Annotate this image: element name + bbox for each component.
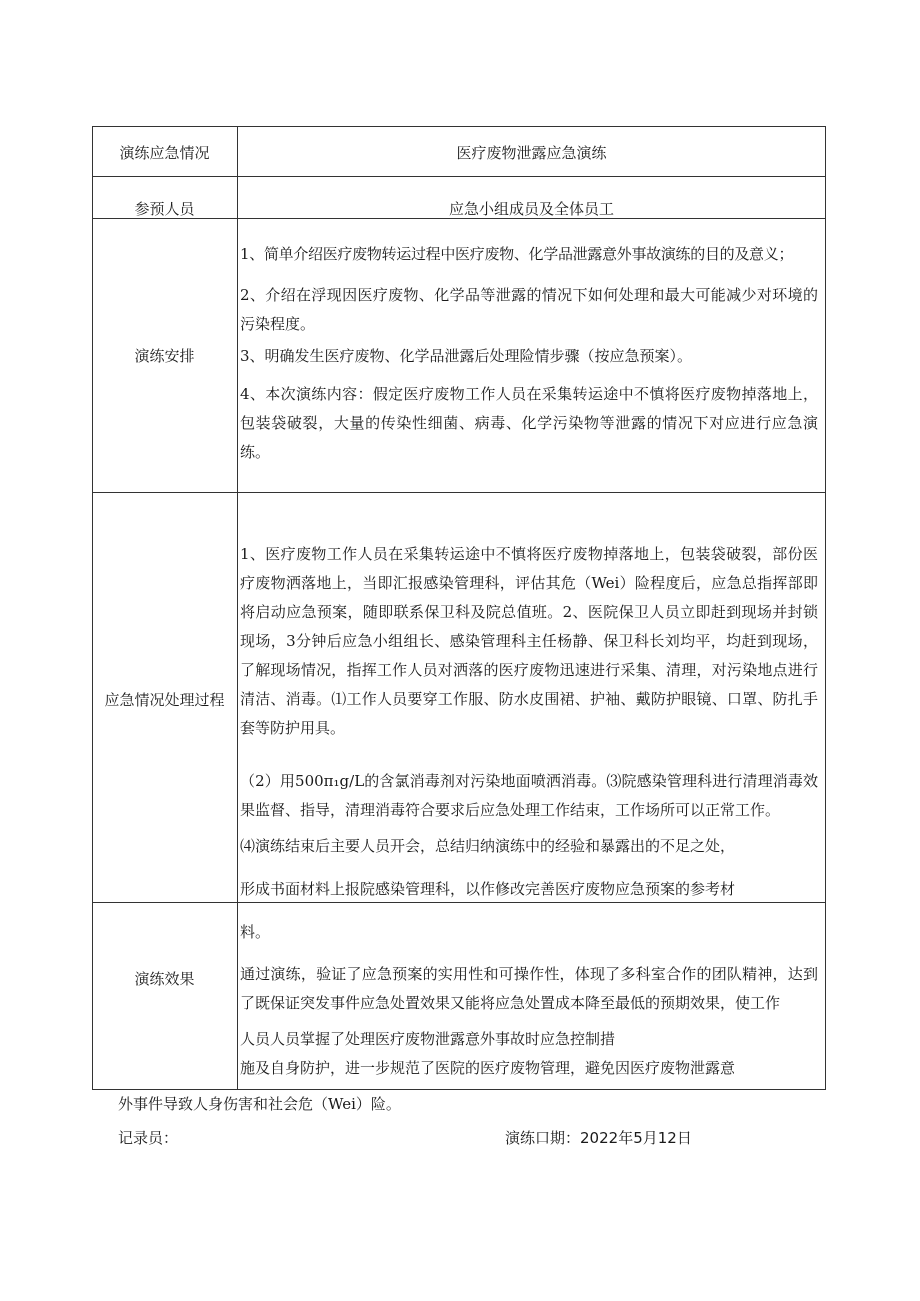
participants-value: 应急小组成员及全体员工: [448, 200, 614, 218]
drill-date: [505, 1127, 692, 1149]
date-value: 2022年5月12日: [580, 1129, 692, 1147]
process-paragraph: （2）用500π₁g/L的含氯消毒剂对污染地面喷洒消毒。⑶院感染管理科进行清理消毒效果监督、指导，清理消毒符合要求后应急处理工作结束，工作场所可以正常工作。: [240, 772, 818, 819]
table-rule: [92, 176, 826, 177]
participants-label: 参预人员: [134, 200, 195, 218]
process-paragraph: 1、医疗废物工作人员在采集转运途中不慎将医疗废物掉落地上，包装袋破裂，部份医疗废物洒落地上，当即汇报感染管理科，评估其危（Wei）险程度后，应急总指挥部即将启动应急预案，随即联系保卫科及院总值班。2、医院保卫人员立即赶到现场并封锁现场，3分钟后应急小组组长、感染管理科主任杨静、保卫科长刘均平，均赶到现场，了解现场情况，指挥工作人员对洒落的医疗废物迅速进行采集、清理，对污染地点进行清洁、消毒。⑴工作人员要穿工作服、防水皮围裙、护袖、戴防护眼镜、口罩、防扎手套等防护用具。: [240, 545, 818, 737]
arrangement-item: 4、本次演练内容：假定医疗废物工作人员在采集转运途中不慎将医疗废物掉落地上，包装袋破裂，大量的传染性细菌、病毒、化学污染物等泄露的情况下对应进行应急演练。: [240, 385, 818, 461]
arrangement-item: 3、明确发生医疗废物、化学品泄露后处理险情步骤（按应急预案）。: [240, 347, 693, 365]
arrangement-label: 演练安排: [134, 347, 195, 365]
drill-label: 演练应急情况: [119, 144, 210, 162]
process-label: 应急情况处理过程: [104, 691, 225, 709]
process-line: ⑷演练结束后主要人员开会，总结归纳演练中的经验和暴露出的不足之处，: [240, 837, 736, 855]
effect-label: 演练效果: [134, 970, 195, 988]
table-rule: [92, 492, 826, 493]
table-column-divider: [237, 126, 238, 1090]
arrangement-item: 1、简单介绍医疗废物转运过程中医疗废物、化学品泄露意外事故演练的目的及意义；: [240, 245, 794, 263]
continuation-text: 外事件导致人身伤害和社会危（Wei）险。: [118, 1095, 401, 1113]
table-border-left: [92, 126, 93, 1090]
table-border-right: [825, 126, 826, 1090]
effect-paragraph: 通过演练，验证了应急预案的实用性和可操作性，体现了多科室合作的团队精神，达到了既保证突发事件应急处置效果又能将应急处置成本降至最低的预期效果，使工作: [240, 965, 818, 1012]
date-label: 演练口期：: [505, 1129, 581, 1147]
effect-line: 施及自身防护，进一步规范了医院的医疗废物管理，避免因医疗废物泄露意: [240, 1059, 736, 1077]
arrangement-item: 2、介绍在浮现因医疗废物、化学品等泄露的情况下如何处理和最大可能减少对环境的污染程度。: [240, 286, 818, 333]
drill-name: 医疗废物泄露应急演练: [456, 144, 607, 162]
effect-line: 料。: [240, 923, 271, 941]
table-border-top: [92, 126, 826, 127]
effect-line: 人员人员掌握了处理医疗废物泄露意外事故时应急控制措: [240, 1030, 616, 1048]
recorder-label: 记录员：: [118, 1129, 179, 1147]
process-line: 形成书面材料上报院感染管理科，以作修改完善医疗废物应急预案的参考材: [240, 880, 736, 898]
table-border-bottom: [92, 1089, 826, 1090]
